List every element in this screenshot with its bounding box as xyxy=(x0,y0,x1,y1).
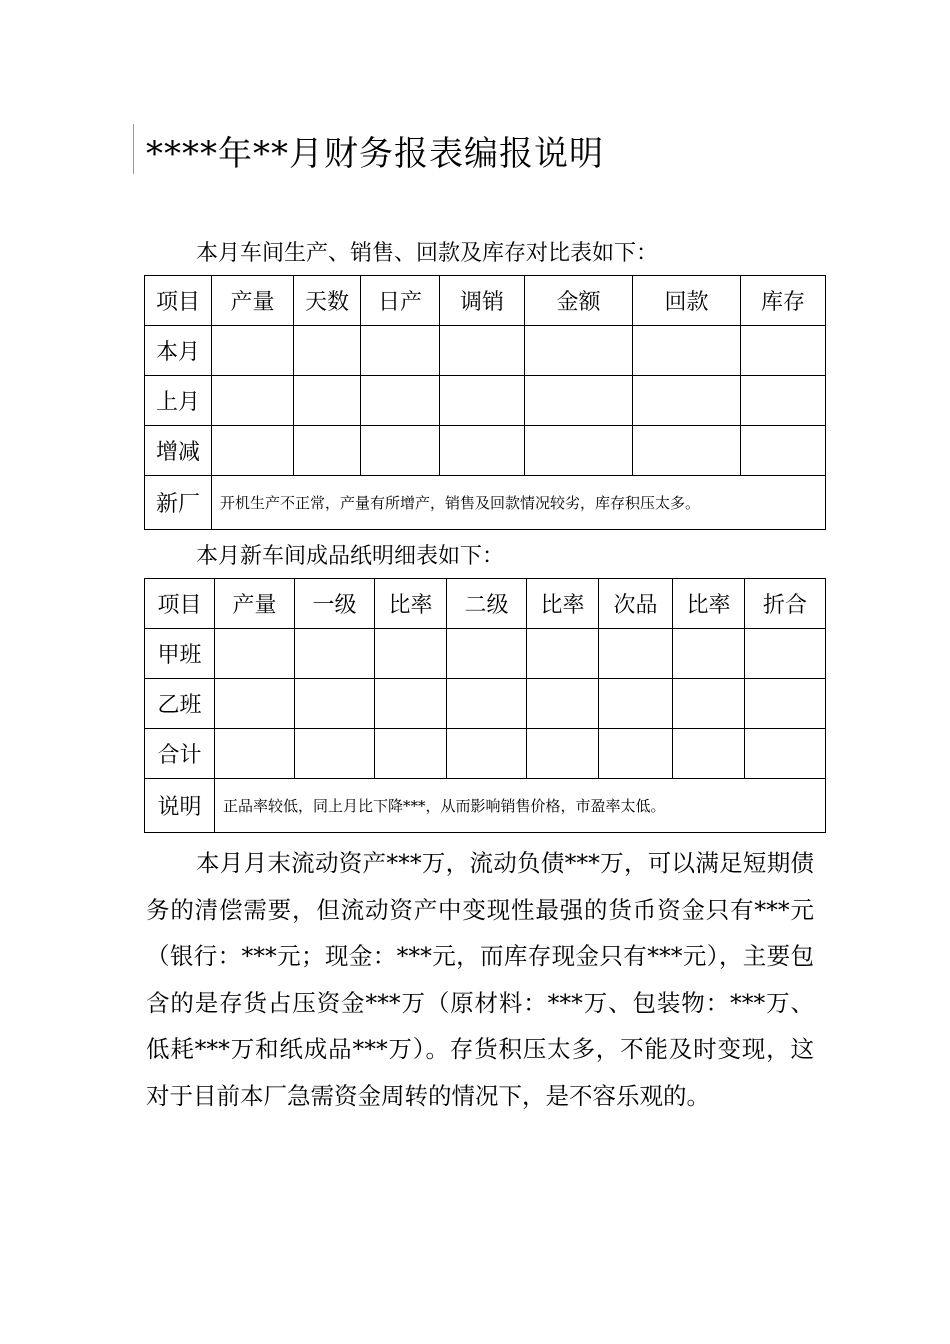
finished-paper-detail-table xyxy=(144,578,826,833)
note-label: 新厂 xyxy=(145,476,212,530)
table-cell xyxy=(295,729,375,779)
table-cell xyxy=(215,629,295,679)
row-label: 上月 xyxy=(145,376,212,426)
table-cell xyxy=(599,629,673,679)
table-cell xyxy=(447,629,527,679)
page-title: ****年**月财务报表编报说明 xyxy=(146,134,604,174)
header-cell: 比率 xyxy=(527,579,599,629)
table-cell xyxy=(741,376,826,426)
table-row xyxy=(145,326,826,376)
table-cell xyxy=(527,629,599,679)
row-label: 本月 xyxy=(145,326,212,376)
table-row xyxy=(145,729,826,779)
row-label: 合计 xyxy=(145,729,215,779)
header-cell: 项目 xyxy=(145,276,212,326)
header-cell: 调销 xyxy=(440,276,525,326)
table-cell xyxy=(633,326,741,376)
table-cell xyxy=(745,729,826,779)
table-cell xyxy=(212,326,294,376)
table-cell xyxy=(295,629,375,679)
table-cell xyxy=(447,679,527,729)
table-cell xyxy=(215,729,295,779)
header-cell: 次品 xyxy=(599,579,673,629)
header-cell: 产量 xyxy=(212,276,294,326)
table-header-row xyxy=(145,276,826,326)
header-cell: 项目 xyxy=(145,579,215,629)
table-cell xyxy=(361,326,440,376)
table-cell xyxy=(527,679,599,729)
table-cell xyxy=(599,679,673,729)
table-cell xyxy=(673,679,745,729)
table-note-row xyxy=(145,779,826,833)
table-row xyxy=(145,629,826,679)
table2-caption: 本月新车间成品纸明细表如下： xyxy=(196,544,505,569)
note-text: 开机生产不正常，产量有所增产，销售及回款情况较劣，库存积压太多。 xyxy=(212,476,826,530)
table-cell xyxy=(525,326,633,376)
table-cell xyxy=(745,679,826,729)
header-cell: 金额 xyxy=(525,276,633,326)
table-cell xyxy=(361,426,440,476)
table-cell xyxy=(673,729,745,779)
table-cell xyxy=(294,376,361,426)
table-header-row xyxy=(145,579,826,629)
table-cell xyxy=(295,679,375,729)
header-cell: 日产 xyxy=(361,276,440,326)
header-cell: 回款 xyxy=(633,276,741,326)
table-cell xyxy=(633,376,741,426)
table-row xyxy=(145,376,826,426)
note-label: 说明 xyxy=(145,779,215,833)
table-cell xyxy=(527,729,599,779)
table-cell xyxy=(375,679,447,729)
header-cell: 折合 xyxy=(745,579,826,629)
table-cell xyxy=(212,426,294,476)
table-cell xyxy=(375,629,447,679)
table-row xyxy=(145,426,826,476)
table-cell xyxy=(741,326,826,376)
table-cell xyxy=(212,376,294,426)
note-text: 正品率较低，同上月比下降***，从而影响销售价格，市盈率太低。 xyxy=(215,779,826,833)
table-cell xyxy=(294,326,361,376)
table-cell xyxy=(375,729,447,779)
header-cell: 库存 xyxy=(741,276,826,326)
row-label: 甲班 xyxy=(145,629,215,679)
table-cell xyxy=(673,629,745,679)
table-row xyxy=(145,679,826,729)
table-cell xyxy=(633,426,741,476)
table-cell xyxy=(294,426,361,476)
header-cell: 比率 xyxy=(375,579,447,629)
row-label: 增减 xyxy=(145,426,212,476)
table-cell xyxy=(440,376,525,426)
header-cell: 二级 xyxy=(447,579,527,629)
table-note-row xyxy=(145,476,826,530)
body-paragraph: 本月月末流动资产***万，流动负债***万，可以满足短期债务的清偿需要，但流动资产中变现性最强的货币资金只有***元（银行：***元；现金：***元，而库存现金只有***元），主要包含的是存货占压资金***万（原材料：***万、包装物：***万、低耗***万和纸成品***万）。存货积压太多，不能及时变现，这对于目前本厂急需资金周转的情况下，是不容乐观的。 xyxy=(146,849,814,1110)
table-cell xyxy=(599,729,673,779)
table-cell xyxy=(447,729,527,779)
table1-caption: 本月车间生产、销售、回款及库存对比表如下： xyxy=(196,241,659,266)
table-cell xyxy=(440,326,525,376)
table-cell xyxy=(215,679,295,729)
header-cell: 产量 xyxy=(215,579,295,629)
table-cell xyxy=(440,426,525,476)
table-cell xyxy=(741,426,826,476)
row-label: 乙班 xyxy=(145,679,215,729)
table-cell xyxy=(745,629,826,679)
table-cell xyxy=(525,376,633,426)
header-cell: 一级 xyxy=(295,579,375,629)
production-sales-comparison-table xyxy=(144,275,826,530)
table-cell xyxy=(361,376,440,426)
header-cell: 天数 xyxy=(294,276,361,326)
header-cell: 比率 xyxy=(673,579,745,629)
table-cell xyxy=(525,426,633,476)
margin-marker xyxy=(133,124,134,174)
